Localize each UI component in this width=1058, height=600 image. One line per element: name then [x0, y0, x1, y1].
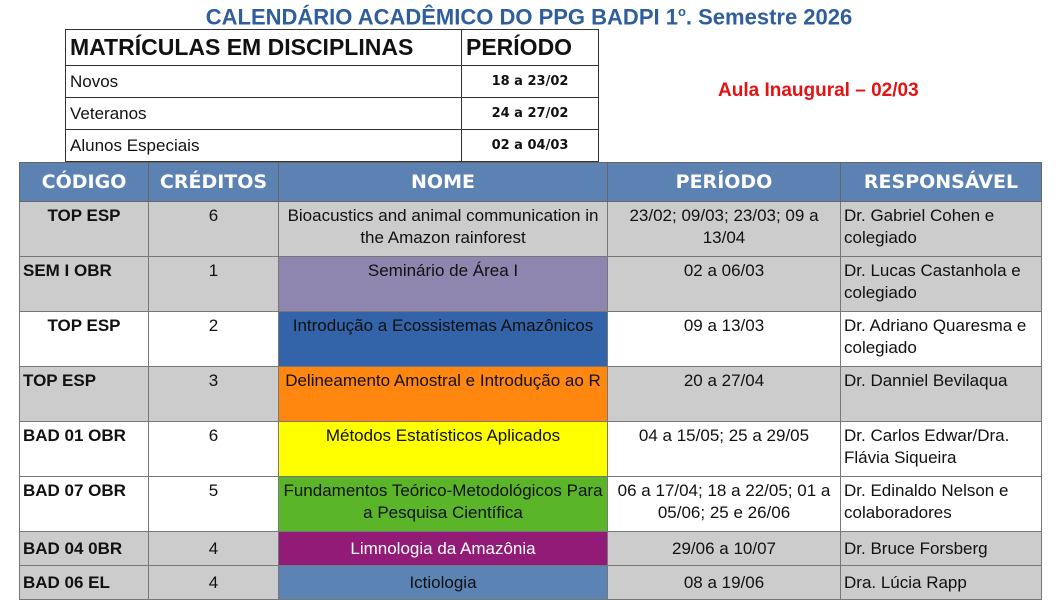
courses-table — [19, 162, 1042, 600]
header-responsavel: RESPONSÁVEL — [841, 163, 1042, 202]
courses-header-row — [20, 163, 1042, 202]
course-row — [20, 566, 1042, 600]
course-row — [20, 367, 1042, 422]
enrollment-table — [65, 29, 599, 162]
enrollment-row — [66, 66, 599, 98]
enrollment-header-row — [66, 30, 599, 66]
header-creditos: CRÉDITOS — [149, 163, 279, 202]
course-name: Ictiologia — [279, 566, 608, 600]
course-credits: 1 — [149, 257, 279, 312]
course-code: BAD 07 OBR — [20, 477, 149, 532]
enrollment-header-period: PERÍODO — [462, 30, 599, 66]
course-credits: 6 — [149, 422, 279, 477]
enrollment-period: 24 a 27/02 — [462, 98, 599, 130]
course-period: 06 a 17/04; 18 a 22/05; 01 a 05/06; 25 e 26/06 — [608, 477, 841, 532]
enrollment-row — [66, 130, 599, 162]
enrollment-period: 18 a 23/02 — [462, 66, 599, 98]
course-responsible: Dra. Lúcia Rapp — [841, 566, 1042, 600]
course-responsible: Dr. Edinaldo Nelson e colaboradores — [841, 477, 1042, 532]
course-name: Delineamento Amostral e Introdução ao R — [279, 367, 608, 422]
course-responsible: Dr. Lucas Castanhola e colegiado — [841, 257, 1042, 312]
course-code: TOP ESP — [20, 312, 149, 367]
title-main: CALENDÁRIO ACADÊMICO DO PPG BADPI 1 — [205, 4, 678, 30]
course-responsible: Dr. Danniel Bevilaqua — [841, 367, 1042, 422]
course-code: SEM I OBR — [20, 257, 149, 312]
inaugural-class-note: Aula Inaugural – 02/03 — [718, 80, 919, 101]
course-code: BAD 06 EL — [20, 566, 149, 600]
enrollment-period: 02 a 04/03 — [462, 130, 599, 162]
course-responsible: Dr. Adriano Quaresma e colegiado — [841, 312, 1042, 367]
course-code: TOP ESP — [20, 367, 149, 422]
course-responsible: Dr. Carlos Edwar/Dra. Flávia Siqueira — [841, 422, 1042, 477]
course-credits: 4 — [149, 532, 279, 566]
enrollment-label: Alunos Especiais — [66, 130, 462, 162]
course-code: BAD 04 0BR — [20, 532, 149, 566]
header-codigo: CÓDIGO — [20, 163, 149, 202]
course-name: Introdução a Ecossistemas Amazônicos — [279, 312, 608, 367]
course-period: 20 a 27/04 — [608, 367, 841, 422]
title-superscript: o — [677, 4, 686, 19]
course-responsible: Dr. Bruce Forsberg — [841, 532, 1042, 566]
course-credits: 6 — [149, 202, 279, 257]
course-period: 04 a 15/05; 25 a 29/05 — [608, 422, 841, 477]
course-name: Fundamentos Teórico-Metodológicos Para a Pesquisa Científica — [279, 477, 608, 532]
page-title — [0, 4, 1058, 30]
course-name: Métodos Estatísticos Aplicados — [279, 422, 608, 477]
course-row — [20, 477, 1042, 532]
enrollment-header-label: MATRÍCULAS EM DISCIPLINAS — [66, 30, 462, 66]
course-name: Limnologia da Amazônia — [279, 532, 608, 566]
enrollment-label: Novos — [66, 66, 462, 98]
course-period: 02 a 06/03 — [608, 257, 841, 312]
course-period: 09 a 13/03 — [608, 312, 841, 367]
enrollment-label: Veteranos — [66, 98, 462, 130]
course-period: 23/02; 09/03; 23/03; 09 a 13/04 — [608, 202, 841, 257]
course-name: Seminário de Área I — [279, 257, 608, 312]
course-period: 29/06 a 10/07 — [608, 532, 841, 566]
course-credits: 2 — [149, 312, 279, 367]
course-row — [20, 532, 1042, 566]
course-credits: 5 — [149, 477, 279, 532]
course-responsible: Dr. Gabriel Cohen e colegiado — [841, 202, 1042, 257]
course-code: TOP ESP — [20, 202, 149, 257]
header-periodo: PERÍODO — [608, 163, 841, 202]
course-row — [20, 312, 1042, 367]
course-code: BAD 01 OBR — [20, 422, 149, 477]
course-credits: 3 — [149, 367, 279, 422]
course-row — [20, 202, 1042, 257]
course-period: 08 a 19/06 — [608, 566, 841, 600]
course-credits: 4 — [149, 566, 279, 600]
course-row — [20, 422, 1042, 477]
enrollment-row — [66, 98, 599, 130]
course-row — [20, 257, 1042, 312]
course-name: Bioacustics and animal communication in the Amazon rainforest — [279, 202, 608, 257]
title-rest: . Semestre 2026 — [685, 4, 853, 30]
header-nome: NOME — [279, 163, 608, 202]
